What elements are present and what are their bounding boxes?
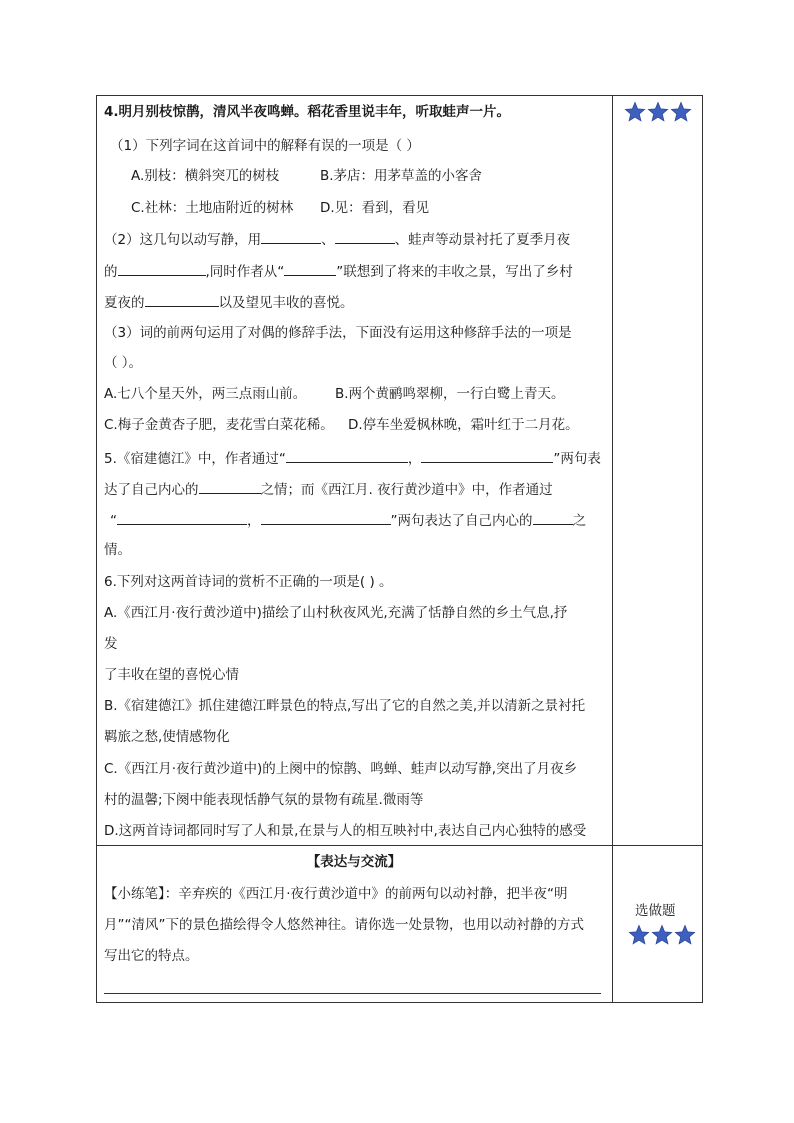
q5-text: ”两句表 [553, 451, 601, 467]
answer-blank[interactable] [261, 229, 321, 244]
difficulty-rating [624, 101, 692, 123]
q4-sub2-line1 [104, 229, 570, 249]
answer-blank[interactable] [145, 292, 219, 307]
q4-sub1-option-b: B.茅店：用茅草盖的小客舍 [320, 168, 483, 184]
q4-sub1-option-a: A.别枝：横斜突兀的树枝 [131, 168, 280, 184]
answer-line[interactable] [104, 993, 601, 994]
q5-text: 5.《宿建德江》中，作者通过“ [104, 451, 286, 467]
practice-prompt-line2: 月”“清风”下的景色描绘得令人悠然神往。请你选一处景物，也用以动衬静的方式 [104, 917, 584, 933]
q4-sub3-option-b: B.两个黄鹂鸣翠柳，一行白鹭上青天。 [335, 386, 565, 402]
q4-sub1-option-c: C.社林：土地庙附近的树林 [131, 200, 294, 216]
q6-option-b-line2: 羁旅之愁,使情感物化 [104, 729, 230, 745]
optional-label: 选做题 [635, 903, 676, 919]
q4-sub2-text: 以及望见丰收的喜悦。 [218, 295, 354, 311]
q4-sub2-line3 [104, 292, 354, 312]
q4-sub2-text: （2）这几句以动写静，用 [104, 232, 262, 248]
q6-option-d: D.这两首诗词都同时写了人和景,在景与人的相互映衬中,表达自己内心独特的感受 [104, 823, 587, 839]
q5-text: ”两句表达了自己内心的 [390, 513, 533, 529]
answer-blank[interactable] [261, 510, 391, 525]
q5-line2 [104, 479, 553, 499]
answer-blank[interactable] [335, 229, 395, 244]
section-title: 【表达与交流】 [306, 854, 402, 870]
column-divider [612, 95, 613, 1003]
answer-blank[interactable] [421, 448, 553, 463]
q6-option-a-line3: 了丰收在望的喜悦心情 [104, 667, 239, 683]
q4-sub2-text: 夏夜的 [104, 295, 145, 311]
answer-blank[interactable] [118, 261, 206, 276]
q4-sub1-option-d: D.见：看到，看见 [320, 200, 430, 216]
q4-sub2-text: 、 [321, 232, 335, 248]
star-icon [674, 924, 696, 946]
q5-line4: 情。 [104, 542, 131, 558]
practice-prompt-line1: 【小练笔】：辛弃疾的《西江月·夜行黄沙道中》的前两句以动衬静，把半夜“明 [104, 886, 568, 902]
q5-text: ， [407, 451, 422, 467]
q4-sub3-bracket: （ ）。 [104, 355, 143, 371]
q4-sub2-text: ”联想到了将来的丰收之景，写出了乡村 [336, 264, 573, 280]
q4-sub3-option-a: A.七八个星天外，两三点雨山前。 [104, 386, 307, 402]
difficulty-rating [628, 924, 696, 946]
q6-option-a-line1: A.《西江月·夜行黄沙道中)描绘了山村秋夜风光,充满了恬静自然的乡土气息,抒 [104, 605, 568, 621]
q4-sub2-text: 的 [104, 264, 118, 280]
q4-sub2-line2 [104, 261, 573, 281]
q4-sub3-stem: （3）词的前两句运用了对偶的修辞手法，下面没有运用这种修辞手法的一项是 [104, 325, 572, 341]
answer-blank[interactable] [286, 448, 408, 463]
q5-text: 达了自己内心的 [104, 482, 199, 498]
q5-line3 [110, 510, 586, 530]
q4-sub2-text: ,同时作者从“ [205, 264, 285, 280]
practice-prompt-line3: 写出它的特点。 [104, 948, 199, 964]
q5-text: ， [247, 513, 261, 529]
row-divider [96, 845, 703, 846]
star-icon [647, 101, 669, 123]
q6-option-c-line1: C.《西江月·夜行黄沙道中)的上阕中的惊鹊、鸣蝉、蛙声以动写静,突出了月夜乡 [104, 761, 578, 777]
q5-line1 [104, 448, 601, 468]
star-icon [670, 101, 692, 123]
star-icon [624, 101, 646, 123]
q4-heading: 4.明月别枝惊鹊，清风半夜鸣蝉。稻花香里说丰年，听取蛙声一片。 [104, 104, 511, 120]
q6-option-c-line2: 村的温馨;下阕中能表现恬静气氛的景物有疏星.微雨等 [104, 792, 424, 808]
q5-text: 之情；而《西江月. 夜行黄沙道中》中，作者通过 [260, 482, 553, 498]
answer-blank[interactable] [199, 479, 261, 494]
q4-sub3-option-c: C.梅子金黄杏子肥，麦花雪白菜花稀。 [104, 417, 334, 433]
q6-option-b-line1: B.《宿建德江》抓住建德江畔景色的特点,写出了它的自然之美,并以清新之景衬托 [104, 698, 586, 714]
answer-blank[interactable] [284, 261, 336, 276]
q4-sub3-option-d: D.停车坐爱枫林晚，霜叶红于二月花。 [348, 417, 579, 433]
q6-option-a-line2: 发 [104, 636, 118, 652]
q4-sub1-stem: （1）下列字词在这首词中的解释有误的一项是（ ） [110, 138, 420, 154]
q6-stem: 6.下列对这两首诗词的赏析不正确的一项是( ) 。 [104, 574, 393, 590]
q5-text: “ [110, 513, 117, 529]
answer-blank[interactable] [533, 510, 573, 525]
star-icon [628, 924, 650, 946]
star-icon [651, 924, 673, 946]
q5-text: 之 [572, 513, 586, 529]
q4-sub2-text: 、蛙声等动景衬托了夏季月夜 [394, 232, 571, 248]
answer-blank[interactable] [117, 510, 247, 525]
